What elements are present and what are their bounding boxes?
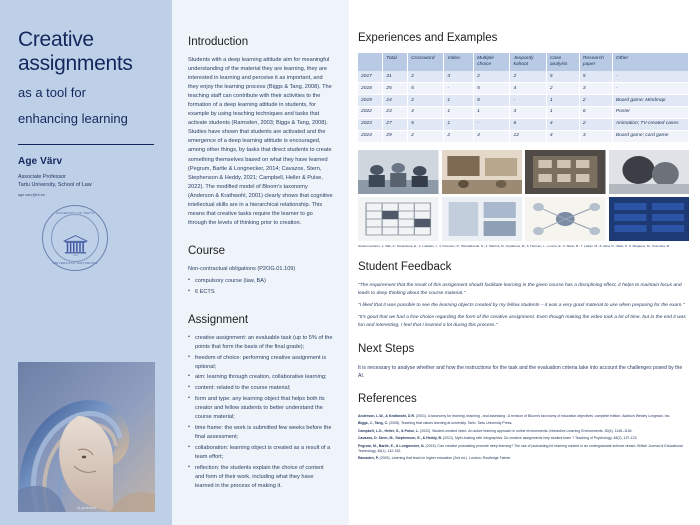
table-cell: Board game; Mindmap (612, 95, 688, 107)
table-cell: Poster (612, 106, 688, 118)
column-header: Other (612, 53, 688, 71)
assignment-heading: Assignment (188, 313, 249, 326)
table-row (358, 130, 689, 142)
reference-authors: Campbell, L.O., Heller, S., & Pulse, L. (358, 428, 421, 433)
author-institution: Tartu University, School of Law (18, 182, 92, 189)
table-cell: 5 (408, 118, 444, 130)
table-cell: 27 (383, 118, 408, 130)
table-cell: 25 (383, 83, 408, 95)
table-cell: 1 (546, 95, 579, 107)
table-cell: 6 (510, 118, 546, 130)
gallery-item (358, 197, 439, 241)
column-header: Total (383, 53, 408, 71)
reference-detail: (2021). Myth-busting with infographics: Do creative assignments help student learn ? Teaching of Psychology, 48(2), 137-123. (442, 436, 638, 441)
table-cell: 1 (444, 118, 474, 130)
reference-detail: (2008). Teaching that values learning at university. Tartu: Tartu University Press. (389, 421, 513, 426)
table-cell: 5 (579, 71, 612, 82)
course-list (188, 277, 333, 297)
title-line-1: Creative (18, 28, 94, 51)
hero-caption: AI-generated (77, 506, 96, 510)
column-header: Crossword (408, 53, 444, 71)
kahoot-quiz-photo (609, 197, 690, 241)
introduction-body: Students with a deep learning attitude aim for meaningful understanding of the material they are learning, they are interested in learning and perceive it as important, and they enjoy the learning process (Biggs & Tang, 2008). The teaching staff can contribute with their activities to the formation of a deep learning attitude in students, for example by using teaching techniques and tasks that activate students (Ramsden, 2003; Biggs & Tang, 2008). Studies have shown that students are activated and the emergence of a deep learning attitude is encouraged, among other things, by tasks that direct students to create something themselves based on what they have learned (Pegrum, Bartle & Longnecker, 2014; Cavazos, Stern, Stephenson & Heddy, 2021; Campbell, Heller & Pulse, 2022). The modified model of Bloom's taxonomy (Anderson & Krathwohl, 2001) clearly shows that cognitive intellectual skills are in a hierarchical relationship. This means that creative tasks require the learner to go through the levels of thinking prior to creation. (188, 57, 333, 226)
table-cell: 4 (546, 118, 579, 130)
list-item: • compulsory course (law, BA) (188, 277, 333, 286)
table-cell: 3 (579, 130, 612, 142)
column-header: Case analysis (546, 53, 579, 71)
feedback-quote: "The requirement that the result of this assignment should facilitate learning in the given course has a disciplining effect, it helps to maintain focus and leads to deep thinking about the course material." (358, 282, 682, 296)
table-cell: 2 (546, 83, 579, 95)
gallery-item (609, 197, 690, 241)
references-list (358, 414, 689, 461)
references-heading: References (358, 392, 417, 405)
table-row (358, 71, 689, 82)
table-cell: 2 (579, 118, 612, 130)
reference-detail: (2022). Student-created video: An active learning approach in online environments. Interactive Learning Environments, 30(6), 1145–1154. (420, 428, 633, 433)
list-item: • reflection: the students explain the choice of content and form of their work, including what they have learned in the process of making it. (188, 464, 333, 491)
table-cell: 5 (546, 71, 579, 82)
table-row (358, 83, 689, 95)
reference-authors: Cavazos, D. Stern, M., Stephenson, E., & Heddy, B. (358, 436, 443, 441)
experiences-heading: Experiences and Examples (358, 32, 498, 44)
table-cell: 3 (579, 83, 612, 95)
course-lead: Non-contractual obligations (P2OG.01.109) (188, 265, 296, 272)
gallery-item (358, 150, 439, 194)
reference-detail: (2001). A taxonomy for learning, teaching , and assessing : A revision of Bloom's taxonomy of education objectives: complete edition. Addison Wesley Longman, Inc. (415, 413, 671, 418)
feedback-heading: Student Feedback (358, 260, 452, 273)
list-item: • creative assignment: an evaluable task (up to 5% of the points that form the basis of the final grade); (188, 334, 333, 352)
table-cell: 29 (383, 130, 408, 142)
gallery-item (442, 150, 523, 194)
feedback-quote: "I liked that it was possible to see the learning objects created by my fellow students – it was a very good material to use when preparing for the exam." (358, 302, 685, 308)
hero-illustration (18, 362, 155, 512)
table-body (358, 71, 689, 142)
gallery-row (358, 150, 689, 194)
table-cell: 2024 (358, 130, 383, 142)
seal-bottom-text: UNIVERSITAS TARTUENSIS (52, 261, 98, 265)
introduction-heading: Introduction (188, 36, 249, 48)
table-cell: 6 (579, 106, 612, 118)
poster-photo (442, 197, 523, 241)
feedback-quote: "It's good that we had a free choice regarding the form of the creative assignment. Even though making the video took a lot of time, but in the end it was fun and interesting, I feel that I learned a lot during this process." (358, 314, 686, 328)
table-row (358, 106, 689, 118)
table-cell: 2 (579, 95, 612, 107)
animation-frame-photo (609, 150, 690, 194)
table-cell: 2 (474, 71, 510, 82)
gallery-item (525, 150, 606, 194)
reference-item (358, 421, 689, 426)
table-cell: Animation; TV-created cases (612, 118, 688, 130)
table-cell: 2 (408, 95, 444, 107)
list-item: • collaboration: learning object is created as a result of a team effort; (188, 444, 333, 462)
reference-item (358, 456, 689, 461)
board-game-photo (525, 150, 606, 194)
credits-text: Student authors: 1. Valk, A.; Kanashova, E.; 2. Lukkarin, I.; 3. Petersen, P.; Shmidalovski, N.; 4. Martina, M.; Ryabkova, M.; 5. Herman, L.; Lorens, E.; 6. Marin, B.; 7. Lattan, M.; 8. Alina, D.; Mark, P.; 9. Marjanov, M.; Kolomina, M. (358, 243, 671, 248)
gallery-item (442, 197, 523, 241)
video-still-photo (442, 150, 523, 194)
table-cell: 23 (383, 106, 408, 118)
table-cell: 2 (510, 71, 546, 82)
title-subtitle-2: enhancing learning (18, 110, 128, 126)
table-cell: 2018 (358, 83, 383, 95)
reference-detail: (2015). Can creative podcasting promote deep learning? The use of podcasting for learning content in an undergraduate science dream. British Journal of Educational Technology, 46(1), 142-152. (358, 443, 683, 453)
table-cell: - (612, 71, 688, 82)
column-header: Jeopardy kahoot (510, 53, 546, 71)
table-cell: 2022 (358, 106, 383, 118)
table-cell: 2 (408, 71, 444, 82)
list-item: • freedom of choice: performing creative assignment is optional; (188, 354, 333, 372)
table-cell: 4 (474, 130, 510, 142)
author-role: Associate Professor (18, 173, 66, 180)
table-cell: 3 (444, 71, 474, 82)
table-cell: 2017 (358, 71, 383, 82)
table-cell: 4 (408, 106, 444, 118)
reference-detail: (2003). Learning that teach in higher education (2nd ed.). London: Routledge Falmer. (379, 456, 512, 461)
reference-item (358, 436, 689, 441)
table-cell: 2023 (358, 118, 383, 130)
middle-column (172, 0, 349, 525)
title-column (0, 0, 172, 525)
svg-text:1632: 1632 (72, 253, 78, 256)
table-cell: 1 (474, 106, 510, 118)
student-authors-credits (358, 244, 689, 248)
table-cell: 2 (444, 130, 474, 142)
crossword-photo (358, 197, 439, 241)
column-header: Multiple choice (474, 53, 510, 71)
table-cell: 2019 (358, 95, 383, 107)
course-heading: Course (188, 244, 226, 257)
table-cell: 1 (444, 106, 474, 118)
table-cell: 2 (408, 130, 444, 142)
column-header: Research paper (579, 53, 612, 71)
reference-authors: Pegrum, M., Bartle, E., & Longnecker, N. (358, 443, 426, 448)
gallery-item (609, 150, 690, 194)
seal-inner-ring (51, 211, 99, 265)
table-cell: - (474, 118, 510, 130)
table-cell: Board game; card game (612, 130, 688, 142)
table-row (358, 118, 689, 130)
list-item: • content: related to the course material; (188, 384, 333, 393)
author-affiliation (18, 173, 154, 189)
gallery-item (525, 197, 606, 241)
example-gallery (358, 150, 689, 248)
list-item: • form and type: any learning object that helps both its creator and fellow students to better understand the course material; (188, 395, 333, 422)
reference-authors: Anderson, L.W., & Krathwohl, D.R. (358, 413, 416, 418)
table-cell: - (510, 95, 546, 107)
next-steps-heading: Next Steps (358, 342, 415, 355)
reference-item (358, 444, 689, 454)
reference-item (358, 414, 689, 419)
university-seal-logo (42, 205, 108, 271)
table-row (358, 95, 689, 107)
author-email: age.varv@ut.ee (18, 193, 45, 198)
list-item: • 6 ECTS (188, 288, 333, 297)
page-title (18, 28, 154, 75)
table-header-row (358, 53, 689, 71)
classroom-photo (358, 150, 439, 194)
ai-generated-artwork (18, 362, 155, 512)
title-divider (18, 144, 154, 145)
reference-item (358, 429, 689, 434)
table-cell: 4 (546, 130, 579, 142)
assignment-list (188, 334, 333, 491)
table-cell: 12 (510, 130, 546, 142)
mindmap-photo (525, 197, 606, 241)
experiences-table (358, 53, 689, 143)
author-name: Age Värv (18, 155, 63, 167)
title-line-2: assignments (18, 51, 133, 75)
column-header (358, 53, 383, 71)
reference-authors: Ramsden, P. (358, 456, 380, 461)
seal-ring-text (52, 211, 98, 265)
table-cell: - (444, 83, 474, 95)
table-cell: 24 (383, 95, 408, 107)
gallery-row (358, 197, 689, 241)
reference-authors: Biggs, J., Tang, C. (358, 421, 390, 426)
table-cell: 1 (546, 106, 579, 118)
column-header: Video (444, 53, 474, 71)
table-cell: 5 (474, 83, 510, 95)
seal-top-text: UNIVERSITY OF TARTU (55, 211, 95, 215)
table-cell: 1 (444, 95, 474, 107)
table-cell: 4 (510, 83, 546, 95)
table-cell: 31 (383, 71, 408, 82)
table-cell: - (612, 83, 688, 95)
next-steps-body: It is necessary to analyse whether and how the instructions for the task and the evaluation criteria take into account the challenges posed by the AI. (358, 364, 683, 379)
list-item: • time frame: the work is submitted few weeks before the final assessment; (188, 424, 333, 442)
list-item: • aim: learning through creation, collaborative learning; (188, 373, 333, 382)
table-cell: 3 (510, 106, 546, 118)
table-cell: 5 (408, 83, 444, 95)
table-cell: 5 (474, 95, 510, 107)
title-subtitle-1: as a tool for (18, 85, 86, 101)
right-column (349, 0, 700, 525)
